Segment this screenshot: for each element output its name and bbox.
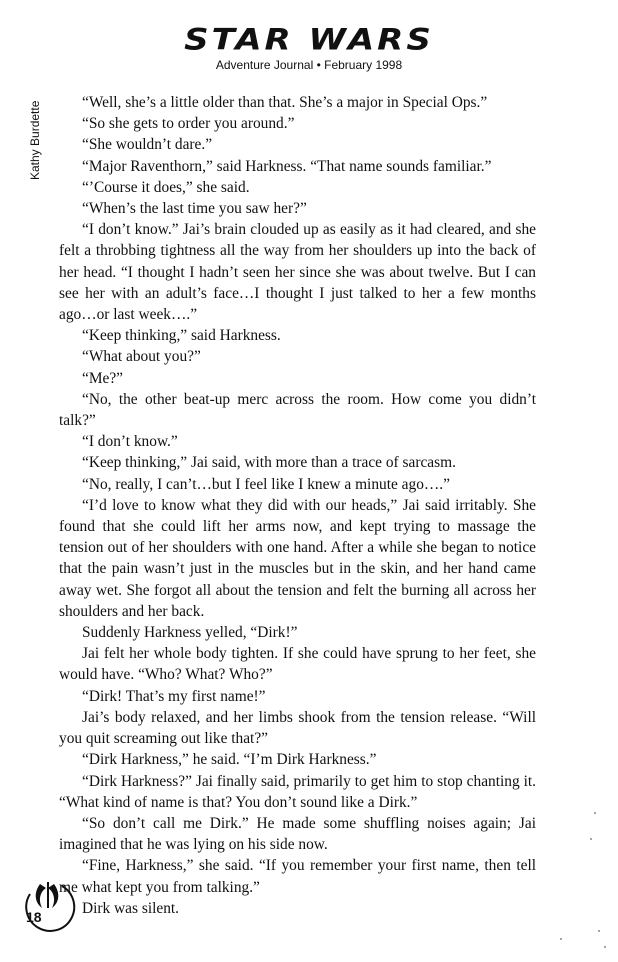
paragraph: “Dirk Harkness,” he said. “I’m Dirk Harkness.” [82, 751, 377, 769]
paragraph: “So she gets to order you around.” [82, 115, 295, 133]
masthead [0, 22, 618, 58]
paragraph: “I don’t know.” Jai’s brain clouded up as easily as it had cleared, and she felt a throbbing tightness all the way from her shoulders up into the back of her head. “I thought I hadn’t seen her since she was about twelve. But I can see her with an adult’s face…I thought I just talked to her a few months ago…or last week….” [59, 221, 536, 324]
paragraph: “Well, she’s a little older than that. She’s a major in Special Ops.” [82, 94, 488, 111]
paragraph: “When’s the last time you saw her?” [82, 200, 307, 218]
rebel-alliance-icon [18, 878, 80, 936]
paragraph: “Keep thinking,” Jai said, with more than a trace of sarcasm. [82, 454, 456, 472]
paragraph: “Major Raventhorn,” said Harkness. “That name sounds familiar.” [82, 157, 492, 175]
paragraph: Suddenly Harkness yelled, “Dirk!” [82, 624, 298, 642]
paragraph: “No, the other beat-up merc across the room. How come you didn’t talk?” [59, 390, 536, 430]
paragraph: Jai’s body relaxed, and her limbs shook from the tension release. “Will you quit screaming out like that?” [59, 708, 536, 748]
paragraph: “She wouldn’t dare.” [82, 136, 213, 154]
paragraph: Dirk was silent. [82, 899, 180, 917]
page-number: 18 [26, 909, 42, 925]
journal-subtitle: Adventure Journal • February 1998 [215, 58, 403, 72]
paragraph: “Dirk Harkness?” Jai finally said, primarily to get him to stop chanting it. “What kind of name is that? You don’t sound like a Dirk.” [59, 772, 536, 811]
paragraph: “Me?” [82, 369, 124, 387]
scan-speck [560, 938, 562, 940]
scan-speck [598, 930, 600, 932]
article-body [59, 92, 536, 919]
scan-speck [590, 838, 592, 840]
paragraph: Jai felt her whole body tighten. If she could have sprung to her feet, she would have. “Who? What? Who?” [59, 645, 536, 684]
paragraph: “Fine, Harkness,” she said. “If you remember your first name, then tell me what kept you from talking.” [59, 857, 536, 896]
paragraph: “I’d love to know what they did with our heads,” Jai said irritably. She found that she could lift her arms now, and kept trying to massage the tension out of her shoulders with one hand. After a while she began to notice that the pain wasn’t just in the muscles but in the skin, and her hand came away wet. She forgot all about the tension and felt the burning all across her shoulders and her back. [59, 496, 536, 620]
paragraph: “’Course it does,” she said. [82, 178, 250, 196]
paragraph: “So don’t call me Dirk.” He made some shuffling noises again; Jai imagined that he was lying on his side now. [59, 814, 536, 854]
paragraph: “What about you?” [82, 348, 201, 366]
scan-speck [604, 946, 606, 948]
star-wars-logo: STAR WARS [184, 23, 434, 57]
paragraph: “Keep thinking,” said Harkness. [82, 327, 281, 345]
author-name: Kathy Burdette [28, 100, 42, 180]
paragraph: “No, really, I can’t…but I feel like I knew a minute ago….” [82, 475, 450, 493]
paragraph: “Dirk! That’s my first name!” [82, 687, 266, 705]
scan-speck [594, 812, 596, 814]
paragraph: “I don’t know.” [82, 433, 178, 451]
